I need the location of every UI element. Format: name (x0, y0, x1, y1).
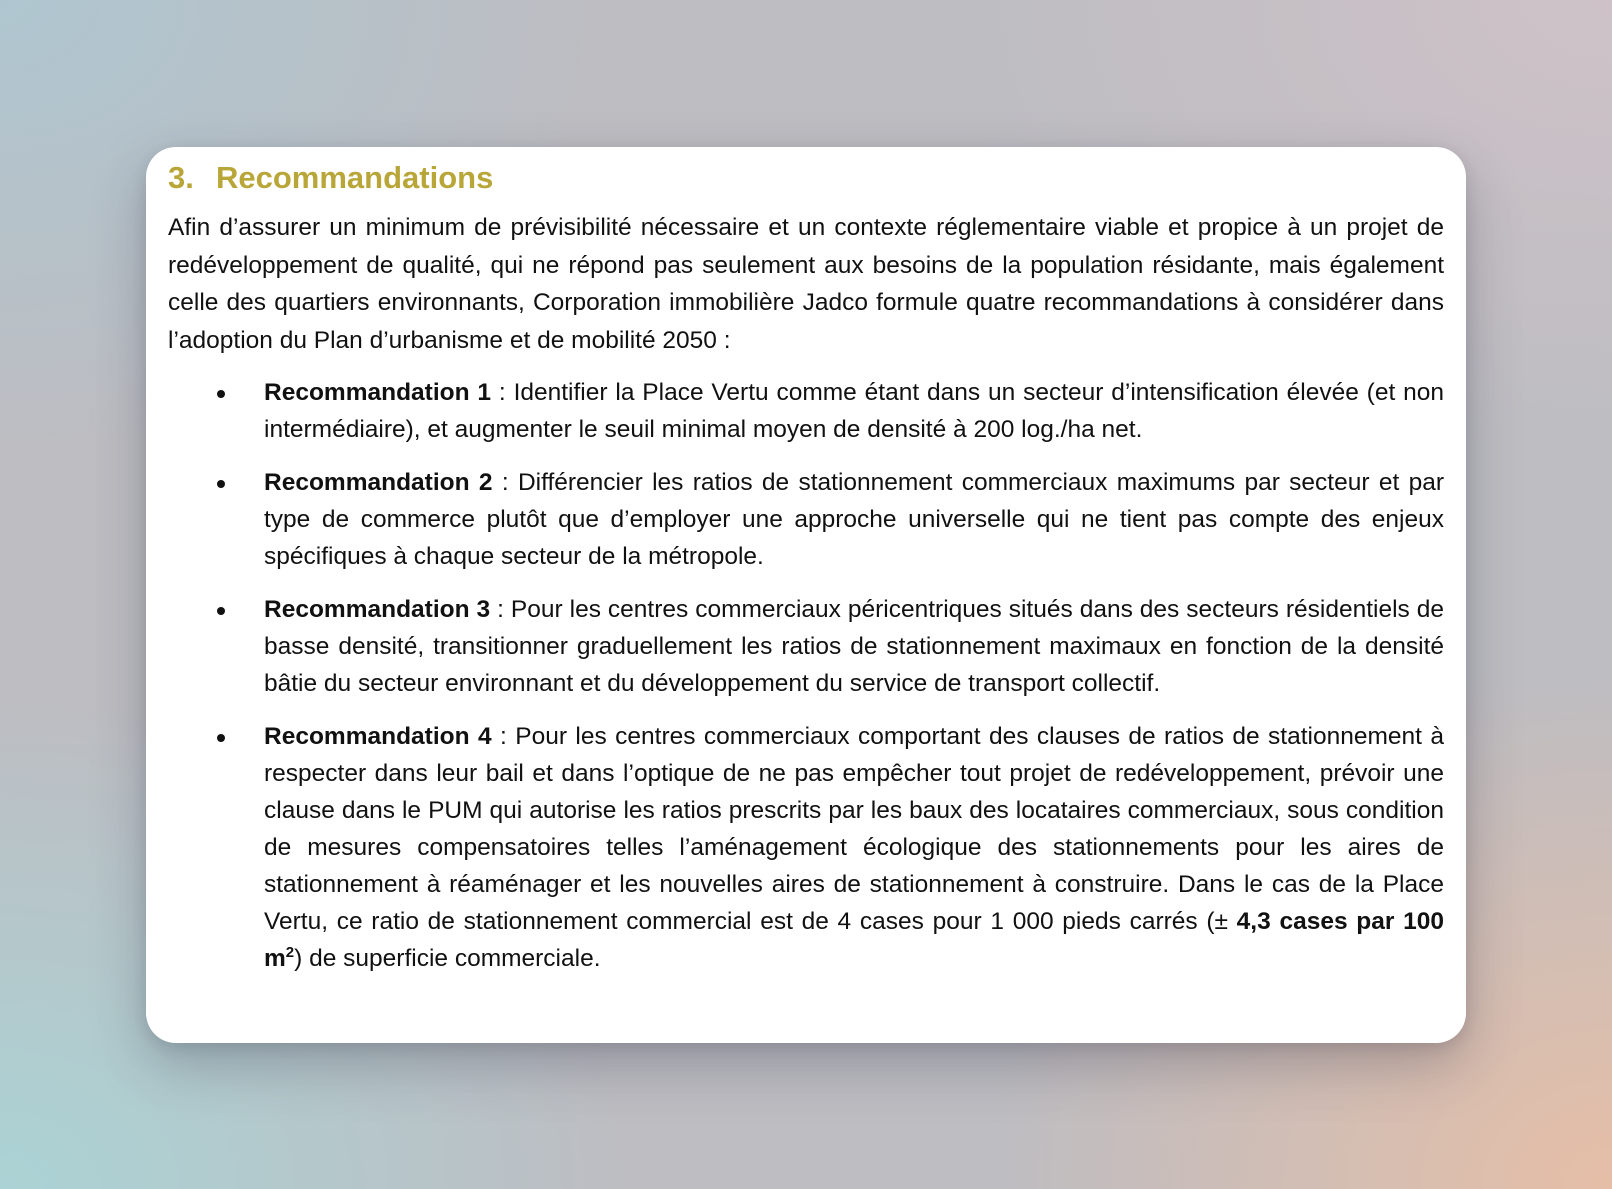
recommendation-separator: : (490, 596, 511, 623)
emphasis-text: 4,3 cases par 100 m (264, 908, 1444, 972)
recommendation-body: Pour les centres commerciaux péricentriques situés dans des secteurs résidentiels de basse densité, transitionner graduellement les ratios de stationnement maximaux en fonction de la densité bâtie du secteur environnant et du développement du service de transport collectif. (264, 596, 1444, 697)
recommendation-body: Identifier la Place Vertu comme étant dans un secteur d’intensification élevée (et non intermédiaire), et augmenter le seuil minimal moyen de densité à 200 log./ha net. (264, 379, 1444, 443)
recommendations-list (168, 374, 1444, 977)
recommendation-separator: : (492, 469, 518, 496)
recommendation-separator: : (491, 723, 516, 750)
section-number: 3. (168, 160, 194, 195)
list-item (168, 718, 1444, 977)
recommendation-label: Recommandation 2 (264, 469, 493, 496)
recommendation-text (264, 591, 1444, 702)
intro-paragraph: Afin d’assurer un minimum de prévisibilité nécessaire et un contexte réglementaire viable et propice à un projet de redéveloppement de qualité, qui ne répond pas seulement aux besoins de la population résidante, mais également celle des quartiers environnants, Corporation immobilière Jadco formule quatre recommandations à considérer dans l’adoption du Plan d’urbanisme et de mobilité 2050 : (168, 214, 1444, 354)
recommendation-text (264, 464, 1444, 575)
document-card (146, 147, 1466, 1043)
recommendation-separator: : (491, 379, 514, 406)
bullet-icon (168, 718, 264, 977)
bullet-icon (168, 591, 264, 702)
recommendation-body: Différencier les ratios de stationnement commerciaux maximums par secteur et par type de commerce plutôt que d’employer une approche universelle qui ne tient pas compte des enjeux spécifiques à chaque secteur de la métropole. (264, 469, 1444, 570)
list-item (168, 464, 1444, 575)
recommendation-text (264, 374, 1444, 448)
recommendation-tail: ) de superficie commerciale. (294, 945, 601, 972)
recommendation-label: Recommandation 4 (264, 723, 492, 750)
bullet-icon (168, 374, 264, 448)
superscript: 2 (285, 944, 295, 961)
recommendation-label: Recommandation 1 (264, 379, 492, 406)
recommendation-label: Recommandation 3 (264, 596, 491, 623)
list-item (168, 374, 1444, 448)
section-title: Recommandations (216, 160, 494, 195)
bullet-icon (168, 464, 264, 575)
section-heading (168, 160, 1444, 196)
recommendation-body: Pour les centres commerciaux comportant des clauses de ratios de stationnement à respecter dans leur bail et dans l’optique de ne pas empêcher tout projet de redéveloppement, prévoir une clause dans le PUM qui autorise les ratios prescrits par les baux des locataires commerciaux, sous condition de mesures compensatoires telles l’aménagement écologique des stationnements pour les aires de stationnement à réaménager et les nouvelles aires de stationnement à construire. Dans le cas de la Place Vertu, ce ratio de stationnement commercial est de 4 cases pour 1 000 pieds carrés (± (264, 723, 1444, 935)
recommendation-text (264, 718, 1444, 977)
list-item (168, 591, 1444, 702)
